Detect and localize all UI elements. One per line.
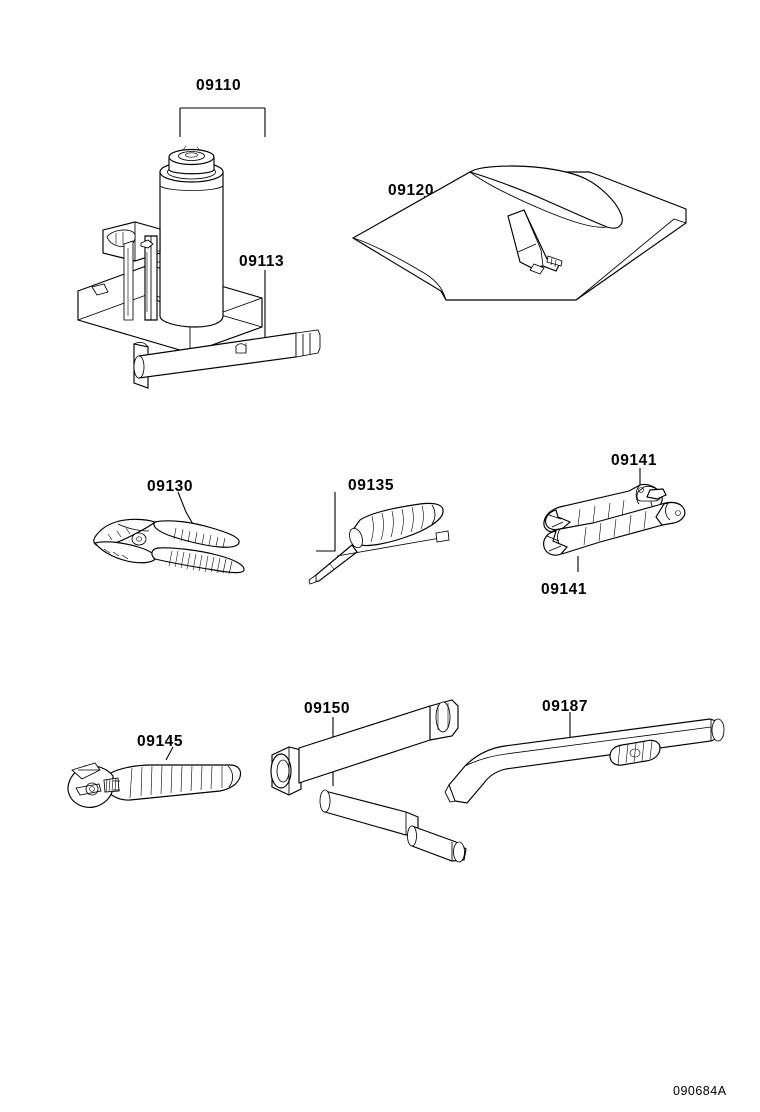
- part-label-09113: 09113: [239, 253, 285, 270]
- part-label-09150: 09150: [304, 700, 351, 717]
- part-label-09130: 09130: [147, 478, 194, 495]
- part-label-09120: 09120: [388, 182, 435, 199]
- part-label-09141-upper: 09141: [611, 452, 658, 469]
- part-art-09130: [94, 492, 244, 574]
- part-label-09141-lower: 09141: [541, 581, 588, 598]
- part-label-09187: 09187: [542, 698, 589, 715]
- part-art-09135: [309, 492, 449, 584]
- part-art-09110: [78, 108, 320, 388]
- part-art-09150: [271, 700, 466, 862]
- part-art-09187: [445, 712, 724, 803]
- figure-code: 090684A: [673, 1084, 727, 1098]
- part-label-09110: 09110: [196, 77, 242, 94]
- part-art-09145: [68, 747, 241, 807]
- part-art-09141: [544, 468, 685, 572]
- part-label-09145: 09145: [137, 733, 184, 750]
- part-label-09135: 09135: [348, 477, 395, 494]
